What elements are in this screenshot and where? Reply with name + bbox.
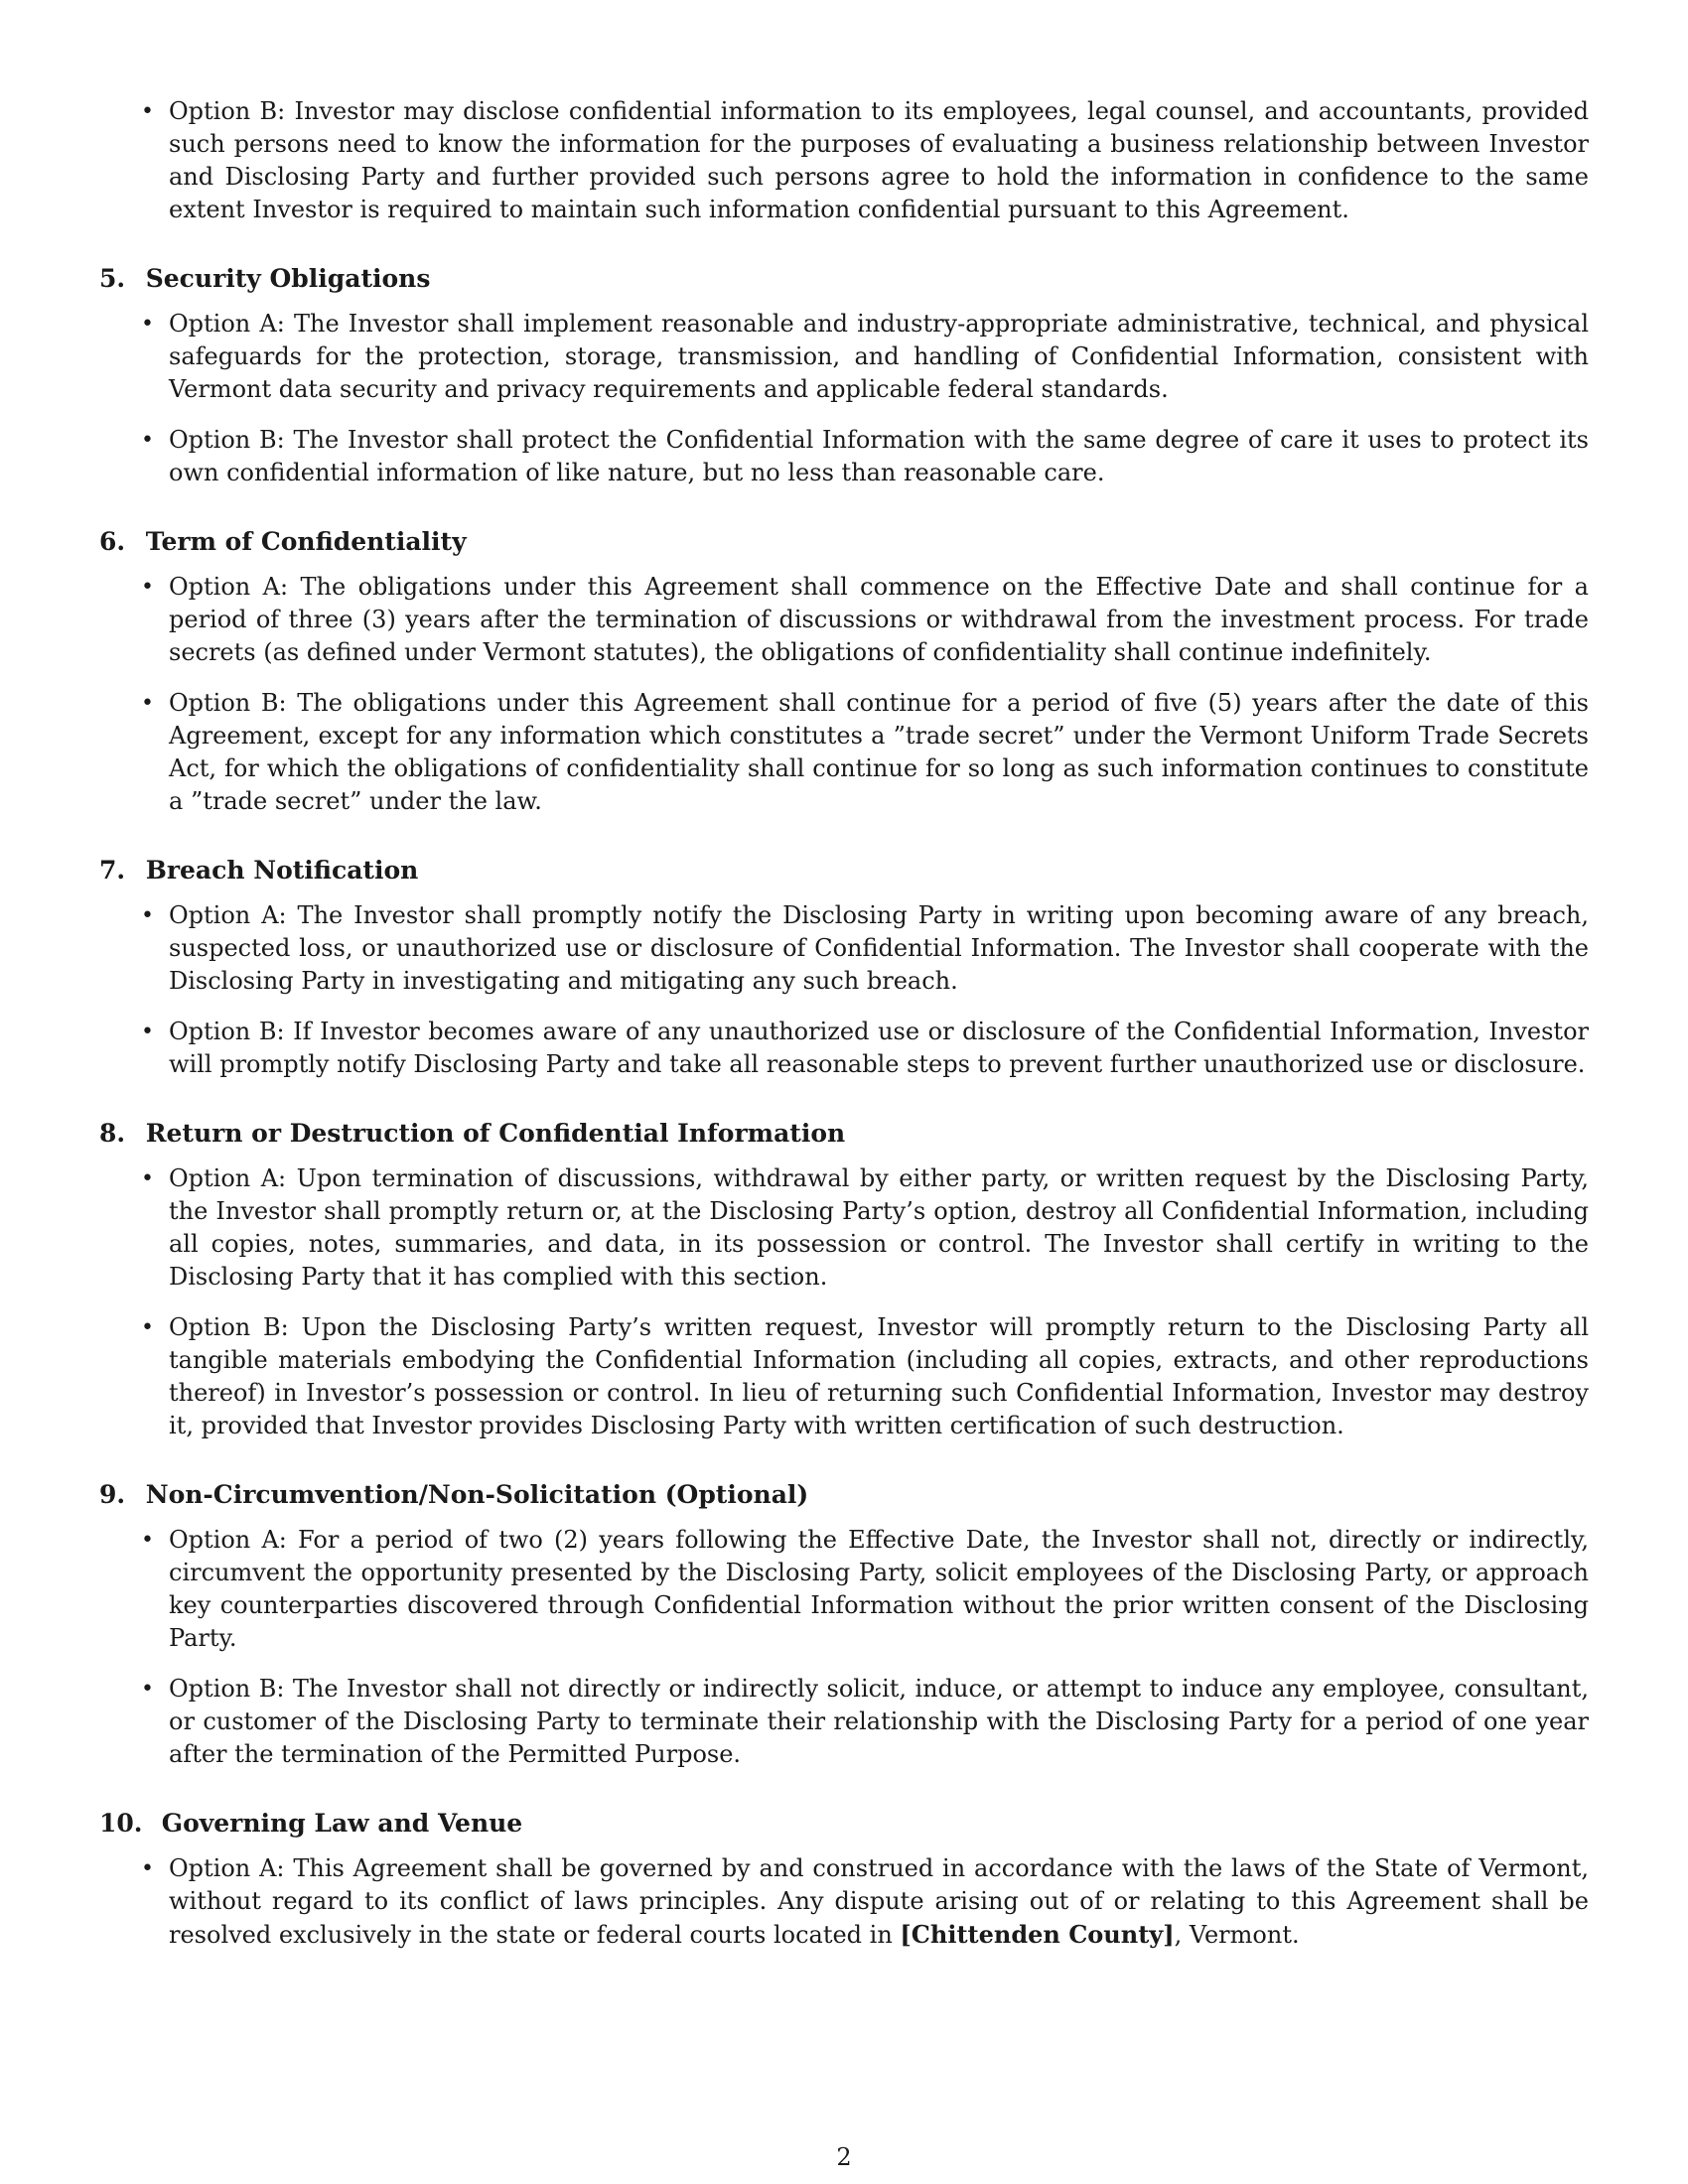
- section-9: [99, 1478, 1589, 1771]
- placeholder-county: [Chittenden County]: [900, 1920, 1175, 1949]
- option-list: [99, 899, 1589, 1081]
- section-heading: [99, 1478, 1589, 1512]
- section-title: Term of Confidentiality: [145, 527, 467, 556]
- option-text-suffix: , Vermont.: [1174, 1921, 1300, 1949]
- section-number: 8.: [99, 1119, 126, 1148]
- section-heading: [99, 1117, 1589, 1151]
- option-item: • Option B: The Investor shall not directly or indirectly solicit, induce, or attempt to induce any employee, consultant, or customer of the Disclosing Party to terminate their relationship with the Disclosing Party for a period of one year after the termination of the Permitted Purpose.: [99, 1673, 1589, 1771]
- section-title: Return or Destruction of Confidential Information: [145, 1119, 846, 1148]
- option-item: • Option B: Investor may disclose confidential information to its employees, legal counsel, and accountants, provided such persons need to know the information for the purposes of evaluating a business relationship between Investor and Disclosing Party and further provided such persons agree to hold the information in confidence to the same extent Investor is required to maintain such information confidential pursuant to this Agreement.: [99, 95, 1589, 226]
- section-heading: [99, 262, 1589, 296]
- section-title: Security Obligations: [145, 264, 431, 293]
- section-heading: [99, 1807, 1589, 1841]
- option-item: • Option A: The Investor shall implement reasonable and industry-appropriate administrative, technical, and physical safeguards for the protection, storage, transmission, and handling of Confidential Information, consistent with Vermont data security and privacy requirements and applicable federal standards.: [99, 308, 1589, 406]
- option-item: • Option A: For a period of two (2) years following the Effective Date, the Investor shall not, directly or indirectly, circumvent the opportunity presented by the Disclosing Party, solicit employees of the Disclosing Party, or approach key counterparties discovered through Confidential Information without the prior written consent of the Disclosing Party.: [99, 1524, 1589, 1655]
- section-number: 5.: [99, 264, 126, 293]
- section-5: [99, 262, 1589, 489]
- option-item: • Option B: The Investor shall protect the Confidential Information with the same degree of care it uses to protect its own confidential information of like nature, but no less than reasonable care.: [99, 424, 1589, 489]
- section-heading: [99, 854, 1589, 887]
- section-title: Breach Notification: [145, 856, 419, 885]
- section-7: [99, 854, 1589, 1081]
- option-item: • Option B: Upon the Disclosing Party’s written request, Investor will promptly return to the Disclosing Party all tangible materials embodying the Confidential Information (including all copies, extracts, and other reproductions thereof) in Investor’s possession or control. In lieu of returning such Confidential Information, Investor may destroy it, provided that Investor provides Disclosing Party with written certification of such destruction.: [99, 1311, 1589, 1442]
- option-item: • Option A: The Investor shall promptly notify the Disclosing Party in writing upon becoming aware of any breach, suspected loss, or unauthorized use or disclosure of Confidential Information. The Investor shall cooperate with the Disclosing Party in investigating and mitigating any such breach.: [99, 899, 1589, 998]
- section-8: [99, 1117, 1589, 1442]
- section-10: [99, 1807, 1589, 1952]
- section-title: Non-Circumvention/Non-Solicitation (Optional): [145, 1480, 809, 1509]
- section-heading: [99, 525, 1589, 559]
- section-6: [99, 525, 1589, 818]
- option-list: [99, 571, 1589, 818]
- section-title: Governing Law and Venue: [161, 1809, 523, 1838]
- document-page: [99, 95, 1589, 1987]
- option-list: [99, 1524, 1589, 1771]
- section-number: 9.: [99, 1480, 126, 1509]
- option-list: [99, 1162, 1589, 1442]
- section-4-continued: [99, 95, 1589, 226]
- option-item: • Option A: Upon termination of discussions, withdrawal by either party, or written request by the Disclosing Party, the Investor shall promptly return or, at the Disclosing Party’s option, destroy all Confidential Information, including all copies, notes, summaries, and data, in its possession or control. The Investor shall certify in writing to the Disclosing Party that it has complied with this section.: [99, 1162, 1589, 1294]
- option-item: • Option B: If Investor becomes aware of any unauthorized use or disclosure of the Confidential Information, Investor will promptly notify Disclosing Party and take all reasonable steps to prevent further unauthorized use or disclosure.: [99, 1016, 1589, 1081]
- section-number: 7.: [99, 856, 126, 885]
- option-list: [99, 1852, 1589, 1952]
- section-number: 6.: [99, 527, 126, 556]
- option-item: • Option B: The obligations under this Agreement shall continue for a period of five (5) years after the date of this Agreement, except for any information which constitutes a ”trade secret” under the Vermont Uniform Trade Secrets Act, for which the obligations of confidentiality shall continue for so long as such information continues to constitute a ”trade secret” under the law.: [99, 687, 1589, 818]
- section-number: 10.: [99, 1809, 143, 1838]
- option-text: Option A: This Agreement shall be governed by and construed in accordance with the laws of the State of Vermont, without regard to its conflict of laws principles. Any dispute arising out of or relating to this Agreement shall be resolved exclusively in the state or federal courts located in: [169, 1854, 1589, 1949]
- option-list: [99, 308, 1589, 489]
- page-number: 2: [836, 2143, 852, 2171]
- option-item: [99, 1852, 1589, 1952]
- option-item: • Option A: The obligations under this Agreement shall commence on the Effective Date and shall continue for a period of three (3) years after the termination of discussions or withdrawal from the investment process. For trade secrets (as defined under Vermont statutes), the obligations of confidentiality shall continue indefinitely.: [99, 571, 1589, 669]
- option-list: [99, 95, 1589, 226]
